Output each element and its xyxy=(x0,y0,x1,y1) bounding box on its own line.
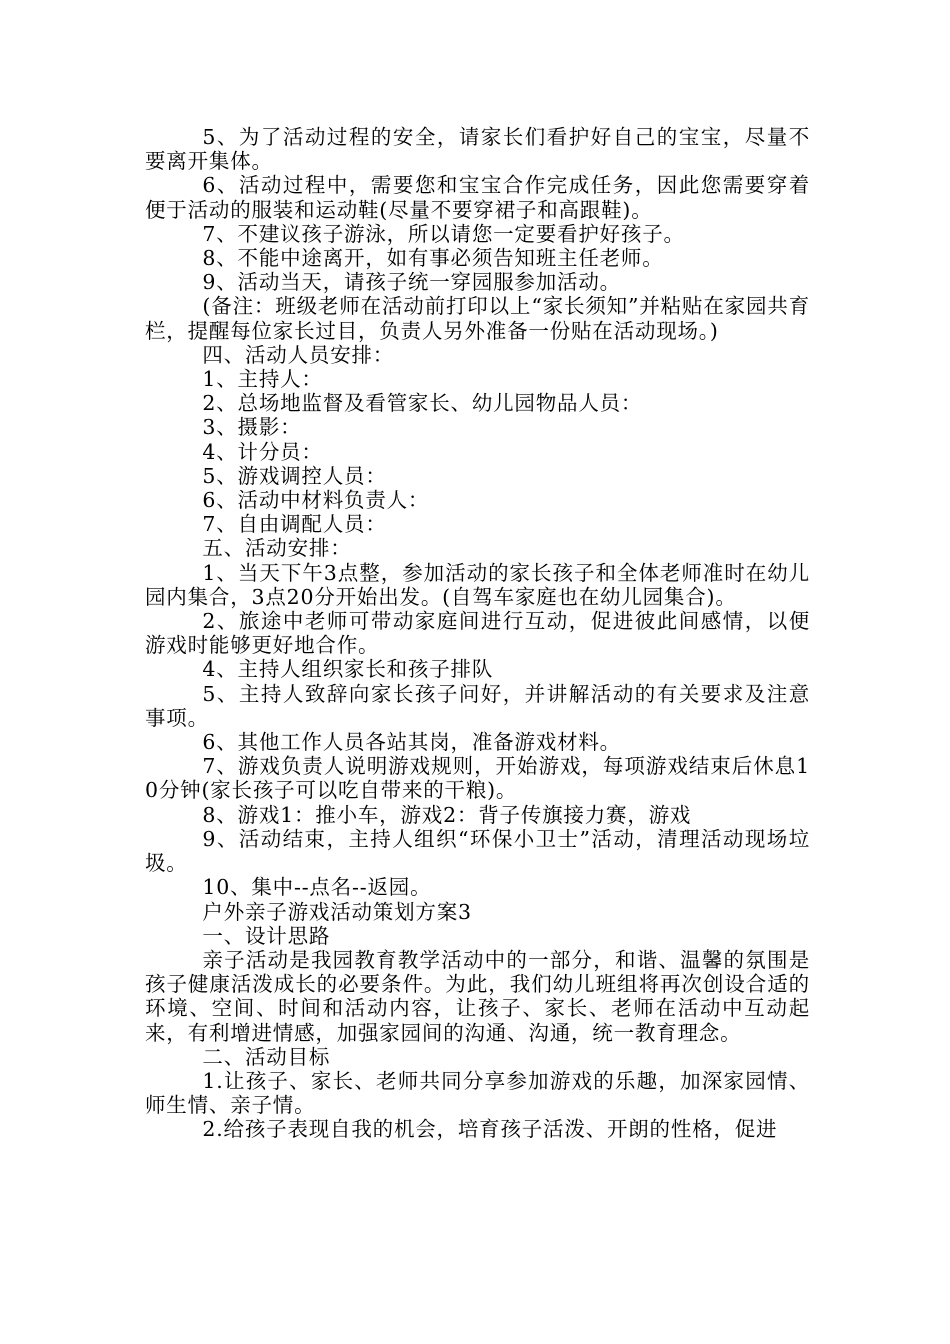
list-item: 7、自由调配人员： xyxy=(202,512,387,537)
paragraph: 9、活动结束，主持人组织“环保小卫士”活动，清理活动现场垃圾。 xyxy=(145,826,810,876)
list-item: 2、总场地监督及看管家长、幼儿园物品人员： xyxy=(202,391,643,416)
note-paragraph: (备注：班级老师在活动前打印以上“家长须知”并粘贴在家园共育栏，提醒每位家长过目，负责人另外准备一份贴在活动现场。) xyxy=(145,294,810,343)
paragraph: 亲子活动是我园教育教学活动中的一部分，和谐、温馨的氛围是孩子健康活泼成长的必要条件。为此，我们幼儿班组将再次创设合适的环境、空间、时间和活动内容，让孩子、家长、老师在活动中互动起来，有利增进情感，加强家园间的沟通、沟通，统一教育理念。 xyxy=(145,947,810,1045)
paragraph: 5、主持人致辞向家长孩子问好，并讲解活动的有关要求及注意事项。 xyxy=(145,681,810,730)
paragraph: 1.让孩子、家长、老师共同分享参加游戏的乐趣，加深家园情、师生情、亲子情。 xyxy=(145,1068,810,1118)
paragraph: 2.给孩子表现自我的机会，培育孩子活泼、开朗的性格，促进 xyxy=(202,1117,778,1142)
paragraph: 6、其他工作人员各站其岗，准备游戏材料。 xyxy=(202,730,621,755)
paragraph: 4、主持人组织家长和孩子排队 xyxy=(202,657,494,682)
list-item: 4、计分员： xyxy=(202,439,323,464)
list-item: 3、摄影： xyxy=(202,415,302,440)
document-title: 户外亲子游戏活动策划方案3 xyxy=(202,899,472,924)
section-heading: 五、活动安排： xyxy=(202,536,352,561)
document-page xyxy=(145,125,810,1142)
paragraph: 1、当天下午3点整，参加活动的家长孩子和全体老师准时在幼儿园内集合，3点20分开始出发。(自驾车家庭也在幼儿园集合)。 xyxy=(145,560,810,609)
list-item: 5、游戏调控人员： xyxy=(202,463,387,488)
paragraph: 7、游戏负责人说明游戏规则，开始游戏，每项游戏结束后休息10分钟(家长孩子可以吃自带来的干粮)。 xyxy=(145,754,810,803)
paragraph: 6、活动过程中，需要您和宝宝合作完成任务，因此您需要穿着便于活动的服装和运动鞋(尽量不要穿裙子和高跟鞋)。 xyxy=(145,173,810,222)
section-heading: 一、设计思路 xyxy=(202,923,331,948)
paragraph: 7、不建议孩子游泳，所以请您一定要看护好孩子。 xyxy=(202,221,685,246)
paragraph: 10、集中--点名--返园。 xyxy=(202,875,432,900)
paragraph: 2、旅途中老师可带动家庭间进行互动，促进彼此间感情，以便游戏时能够更好地合作。 xyxy=(145,609,810,658)
list-item: 1、主持人： xyxy=(202,367,323,392)
paragraph: 9、活动当天，请孩子统一穿园服参加活动。 xyxy=(202,270,621,295)
paragraph: 8、游戏1：推小车，游戏2：背子传旗接力赛，游戏 xyxy=(202,802,692,827)
paragraph: 5、为了活动过程的安全，请家长们看护好自己的宝宝，尽量不要离开集体。 xyxy=(145,125,810,174)
section-heading: 二、活动目标 xyxy=(202,1044,331,1069)
paragraph: 8、不能中途离开，如有事必须告知班主任老师。 xyxy=(202,246,664,271)
section-heading: 四、活动人员安排： xyxy=(202,342,395,367)
list-item: 6、活动中材料负责人： xyxy=(202,488,430,513)
